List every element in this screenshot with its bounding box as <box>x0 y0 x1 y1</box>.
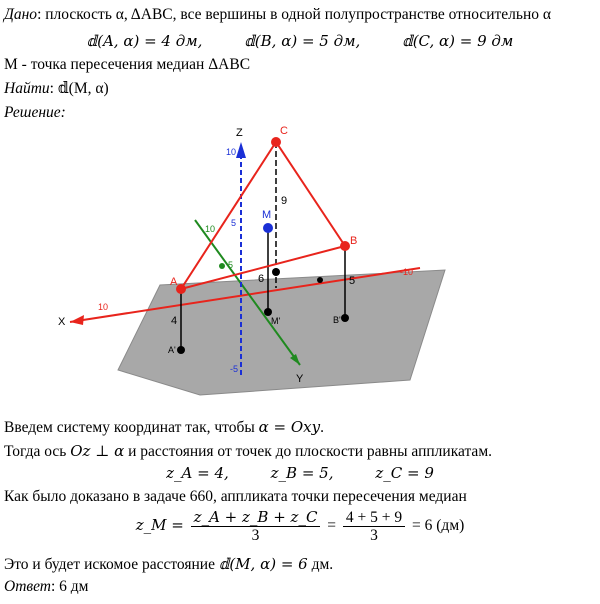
x-tick-neg: -10 <box>400 267 414 277</box>
applicate-a: z_A = 4, <box>166 464 229 482</box>
seg-label-c: 9 <box>281 195 288 207</box>
fraction-numeric-numerator: 4 + 5 + 9 <box>343 509 405 527</box>
formula-result: = 6 (дм) <box>412 517 465 534</box>
proof-reference-line: Как было доказано в задаче 660, аппликата точки пересечения медиан <box>4 488 467 505</box>
axis-pre: Тогда ось <box>4 443 67 460</box>
intro-post: . <box>320 419 324 436</box>
label-c: C <box>280 125 288 137</box>
fraction-general-denominator: 3 <box>251 526 260 544</box>
answer-line <box>4 578 89 596</box>
proj-b-point <box>341 314 349 322</box>
plane-point <box>317 277 323 283</box>
fraction-general-numerator: z_A + z_B + z_C <box>191 509 321 527</box>
fraction-numeric <box>343 509 405 544</box>
solution-label: Решение: <box>4 104 66 121</box>
find-line <box>4 80 109 98</box>
seg-label-a: 4 <box>171 315 178 327</box>
median-point-line: M - точка пересечения медиан ΔABC <box>4 56 251 73</box>
y-tick-pos: 5 <box>228 260 234 270</box>
given-text: : плоскость α, ΔABC, все вершины в одной полупространстве относительно α <box>37 6 552 23</box>
distance-c: 𝕕(C, α) = 9 дм <box>402 32 514 50</box>
proj-c-point <box>272 268 280 276</box>
y-tick-10: 10 <box>205 224 216 234</box>
proj-m-point <box>264 308 272 316</box>
y-axis-point <box>219 263 225 269</box>
axis-post: и расстояния от точек до плоскости равны аппликатам. <box>128 443 492 460</box>
z-tick-small: 5 <box>231 218 237 228</box>
label-a: A <box>170 276 178 288</box>
answer-text: : 6 дм <box>50 578 89 595</box>
median-formula <box>0 508 600 544</box>
applicate-c: z_C = 9 <box>375 464 434 482</box>
given-label: Дано <box>4 6 38 23</box>
find-text: : 𝕕(M, α) <box>49 80 109 97</box>
point-a <box>176 284 186 294</box>
x-axis-label: X <box>58 316 66 328</box>
conclusion-line <box>4 555 333 574</box>
fraction-general <box>191 509 321 544</box>
answer-label: Ответ <box>4 578 51 595</box>
axis-line <box>4 442 492 461</box>
geometry-figure <box>0 120 600 420</box>
given-line <box>4 6 551 24</box>
find-label: Найти <box>4 80 50 97</box>
formula-eq: = <box>327 517 337 534</box>
z-axis-label: Z <box>236 127 243 139</box>
proj-a-point <box>177 346 185 354</box>
distance-b: 𝕕(B, α) = 5 дм, <box>244 32 361 50</box>
z-tick-pos: 10 <box>226 147 237 157</box>
intro-math: α = Oxy <box>258 418 321 436</box>
label-proj-b: B' <box>333 315 341 325</box>
label-proj-a: A' <box>168 345 176 355</box>
conclusion-pre: Это и будет искомое расстояние <box>4 556 215 573</box>
z-axis-arrow <box>236 142 246 158</box>
x-tick-pos: 10 <box>98 302 109 312</box>
seg-label-m: 6 <box>258 273 265 285</box>
point-b <box>340 241 350 251</box>
z-tick-neg: -5 <box>230 364 239 374</box>
intro-pre: Введем систему координат так, чтобы <box>4 419 255 436</box>
applicate-b: z_B = 5, <box>270 464 334 482</box>
seg-label-b: 5 <box>349 275 356 287</box>
x-axis-arrow <box>70 315 84 325</box>
point-c <box>271 137 281 147</box>
given-distances <box>0 32 600 51</box>
conclusion-post: дм. <box>311 556 334 573</box>
point-m <box>263 223 273 233</box>
y-axis-label: Y <box>296 373 304 385</box>
distance-a: 𝕕(A, α) = 4 дм, <box>86 32 203 50</box>
axis-math: Oz ⊥ α <box>70 442 125 460</box>
applicates-line <box>0 464 600 483</box>
conclusion-math: 𝕕(M, α) = 6 <box>218 555 308 573</box>
label-m: M <box>262 209 272 221</box>
fraction-numeric-denominator: 3 <box>370 526 378 544</box>
label-b: B <box>350 235 358 247</box>
intro-line <box>4 418 324 437</box>
label-proj-m: M' <box>271 316 281 326</box>
formula-lhs: z_M = <box>135 516 184 534</box>
